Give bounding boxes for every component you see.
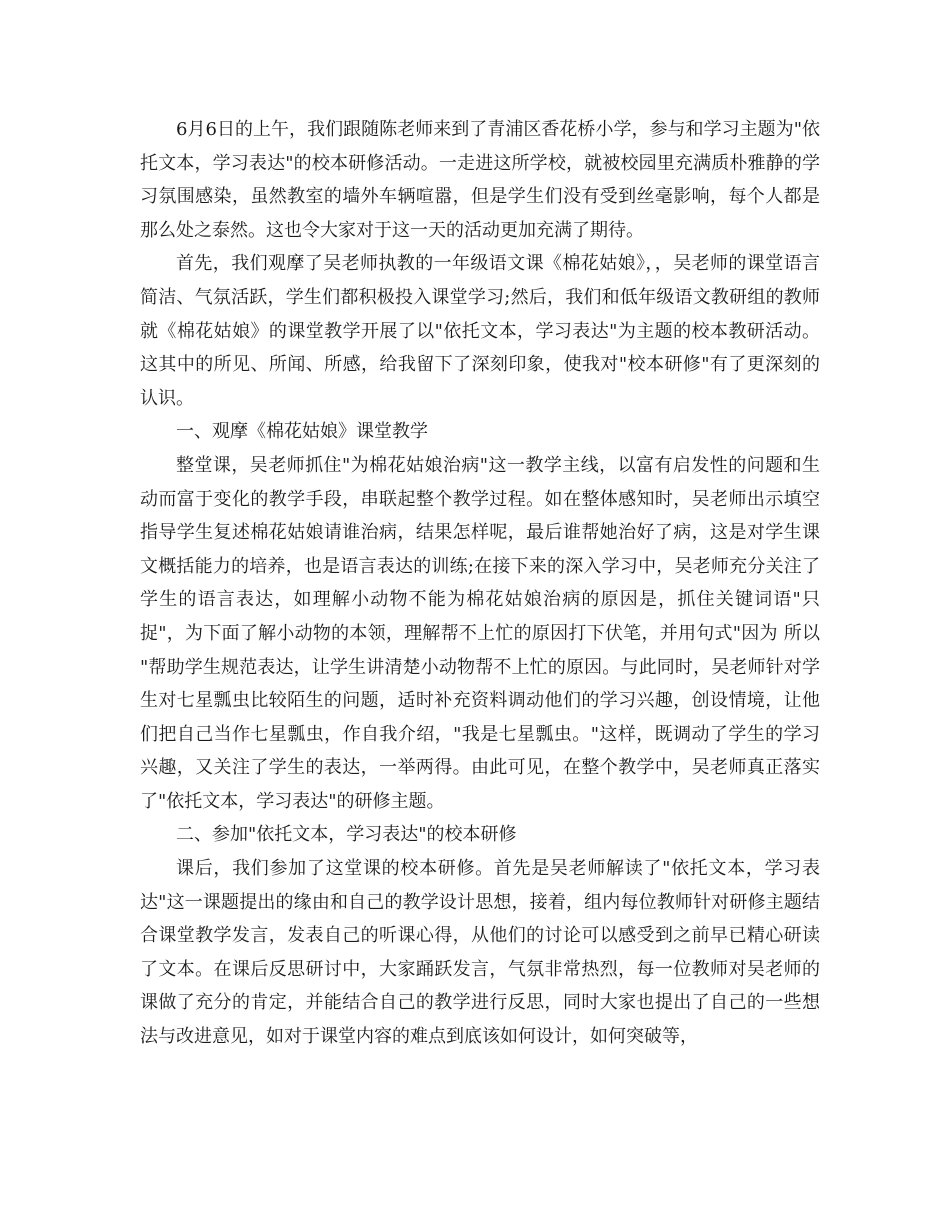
document-body [140, 113, 820, 1054]
section-heading-2: 二、参加"依托文本，学习表达"的校本研修 [176, 824, 517, 846]
section-heading-1: 一、观摩《棉花姑娘》课堂教学 [176, 421, 428, 443]
paragraph-overview: 首先，我们观摩了吴老师执教的一年级语文课《棉花姑娘》，，吴老师的课堂语言简洁、气氛活跃，学生们都积极投入课堂学习;然后，我们和低年级语文教研组的教师就《棉花姑娘》的课堂教学开展了以"依托文本，学习表达"为主题的校本教研活动。这其中的所见、所闻、所感，给我留下了深刻印象，使我对"校本研修"有了更深刻的认识。 [140, 253, 820, 409]
paragraph-lesson-observation: 整堂课，吴老师抓住"为棉花姑娘治病"这一教学主线，以富有启发性的问题和生动而富于变化的教学手段，串联起整个教学过程。如在整体感知时，吴老师出示填空指导学生复述棉花姑娘请谁治病，结果怎样呢，最后谁帮她治好了病，这是对学生课文概括能力的培养，也是语言表达的训练;在接下来的深入学习中，吴老师充分关注了学生的语言表达，如理解小动物不能为棉花姑娘治病的原因是，抓住关键词语"只捉"，为下面了解小动物的本领，理解帮不上忙的原因打下伏笔，并用句式"因为 所以 "帮助学生规范表达，让学生讲清楚小动物帮不上忙的原因。与此同时，吴老师针对学生对七星瓢虫比较陌生的问题，适时补充资料调动他们的学习兴趣，创设情境，让他们把自己当作七星瓢虫，作自我介绍，"我是七星瓢虫。"这样，既调动了学生的学习兴趣，又关注了学生的表达，一举两得。由此可见，在整个教学中，吴老师真正落实了"依托文本，学习表达"的研修主题。 [140, 454, 820, 812]
paragraph-intro: 6月6日的上午，我们跟随陈老师来到了青浦区香花桥小学，参与和学习主题为"依托文本，学习表达"的校本研修活动。一走进这所学校，就被校园里充满质朴雅静的学习氛围感染，虽然教室的墙外车辆喧嚣，但是学生们没有受到丝毫影响，每个人都是那么处之泰然。这也令大家对于这一天的活动更加充满了期待。 [140, 119, 820, 241]
paragraph-school-research: 课后，我们参加了这堂课的校本研修。首先是吴老师解读了"依托文本，学习表达"这一课题提出的缘由和自己的教学设计思想，接着，组内每位教师针对研修主题结合课堂教学发言，发表自己的听课心得，从他们的讨论可以感受到之前早已精心研读了文本。在课后反思研讨中，大家踊跃发言，气氛非常热烈，每一位教师对吴老师的课做了充分的肯定，并能结合自己的教学进行反思，同时大家也提出了自己的一些想法与改进意见，如对于课堂内容的难点到底该如何设计，如何突破等， [140, 858, 820, 1048]
